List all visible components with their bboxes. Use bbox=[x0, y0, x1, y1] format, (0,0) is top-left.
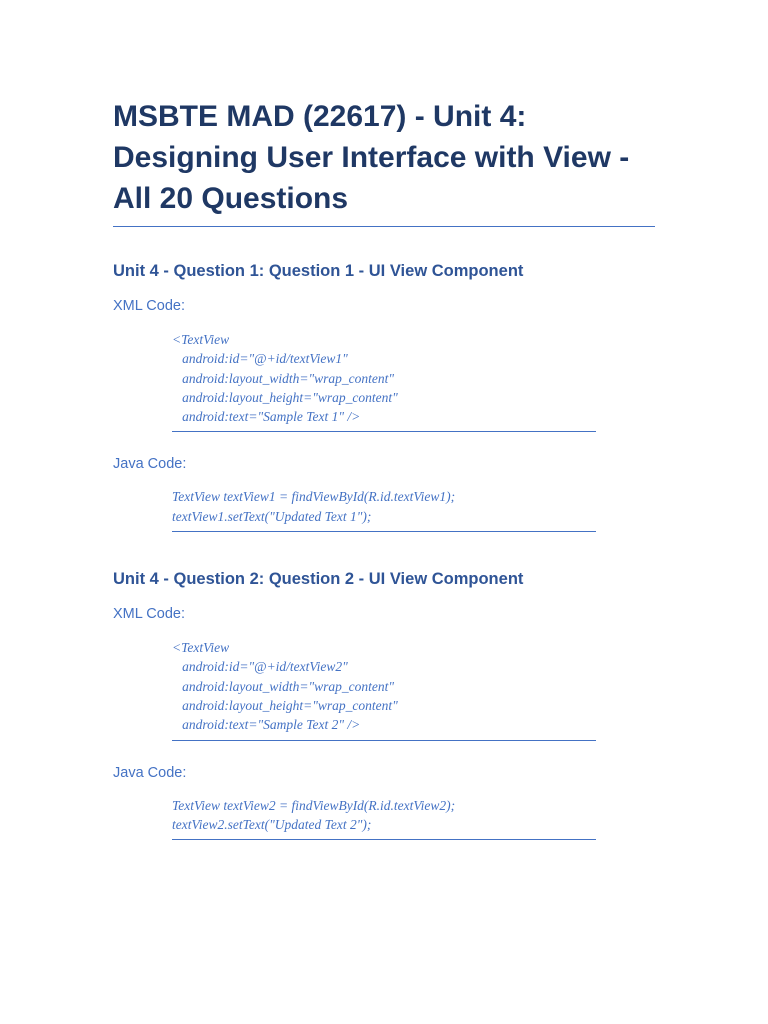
code-line: TextView textView2 = findViewById(R.id.textView2); bbox=[172, 797, 456, 813]
code-line: android:layout_height="wrap_content" bbox=[172, 389, 398, 405]
question-heading: Unit 4 - Question 1: Question 1 - UI View Component bbox=[113, 262, 524, 280]
code-line: android:text="Sample Text 1" /> bbox=[172, 409, 361, 425]
question-section bbox=[113, 568, 655, 840]
question-section bbox=[113, 260, 655, 532]
code-line: TextView textView1 = findViewById(R.id.textView1); bbox=[172, 489, 456, 505]
xml-code-block bbox=[172, 330, 596, 432]
code-line: android:layout_width="wrap_content" bbox=[172, 678, 395, 694]
code-line: android:id="@+id/textView1" bbox=[172, 351, 348, 367]
xml-code-label: XML Code: bbox=[113, 606, 185, 623]
code-line: android:layout_width="wrap_content" bbox=[172, 370, 395, 386]
code-line: android:text="Sample Text 2" /> bbox=[172, 717, 361, 733]
document-title: MSBTE MAD (22617) - Unit 4: Designing User Interface with View - All 20 Questions bbox=[113, 96, 655, 227]
xml-code-block bbox=[172, 638, 596, 740]
java-code-label: Java Code: bbox=[113, 764, 187, 781]
question-heading: Unit 4 - Question 2: Question 2 - UI View Component bbox=[113, 570, 524, 589]
java-code-label: Java Code: bbox=[113, 456, 187, 473]
java-code-block bbox=[172, 796, 596, 841]
document-page bbox=[113, 96, 655, 840]
java-code-block bbox=[172, 487, 596, 532]
code-line: android:id="@+id/textView2" bbox=[172, 659, 348, 675]
code-line: android:layout_height="wrap_content" bbox=[172, 697, 398, 713]
code-line: <TextView bbox=[172, 332, 230, 347]
code-line: textView2.setText("Updated Text 2"); bbox=[172, 816, 372, 832]
code-line: <TextView bbox=[172, 640, 230, 656]
code-line: textView1.setText("Updated Text 1"); bbox=[172, 508, 372, 524]
xml-code-label: XML Code: bbox=[113, 298, 185, 314]
